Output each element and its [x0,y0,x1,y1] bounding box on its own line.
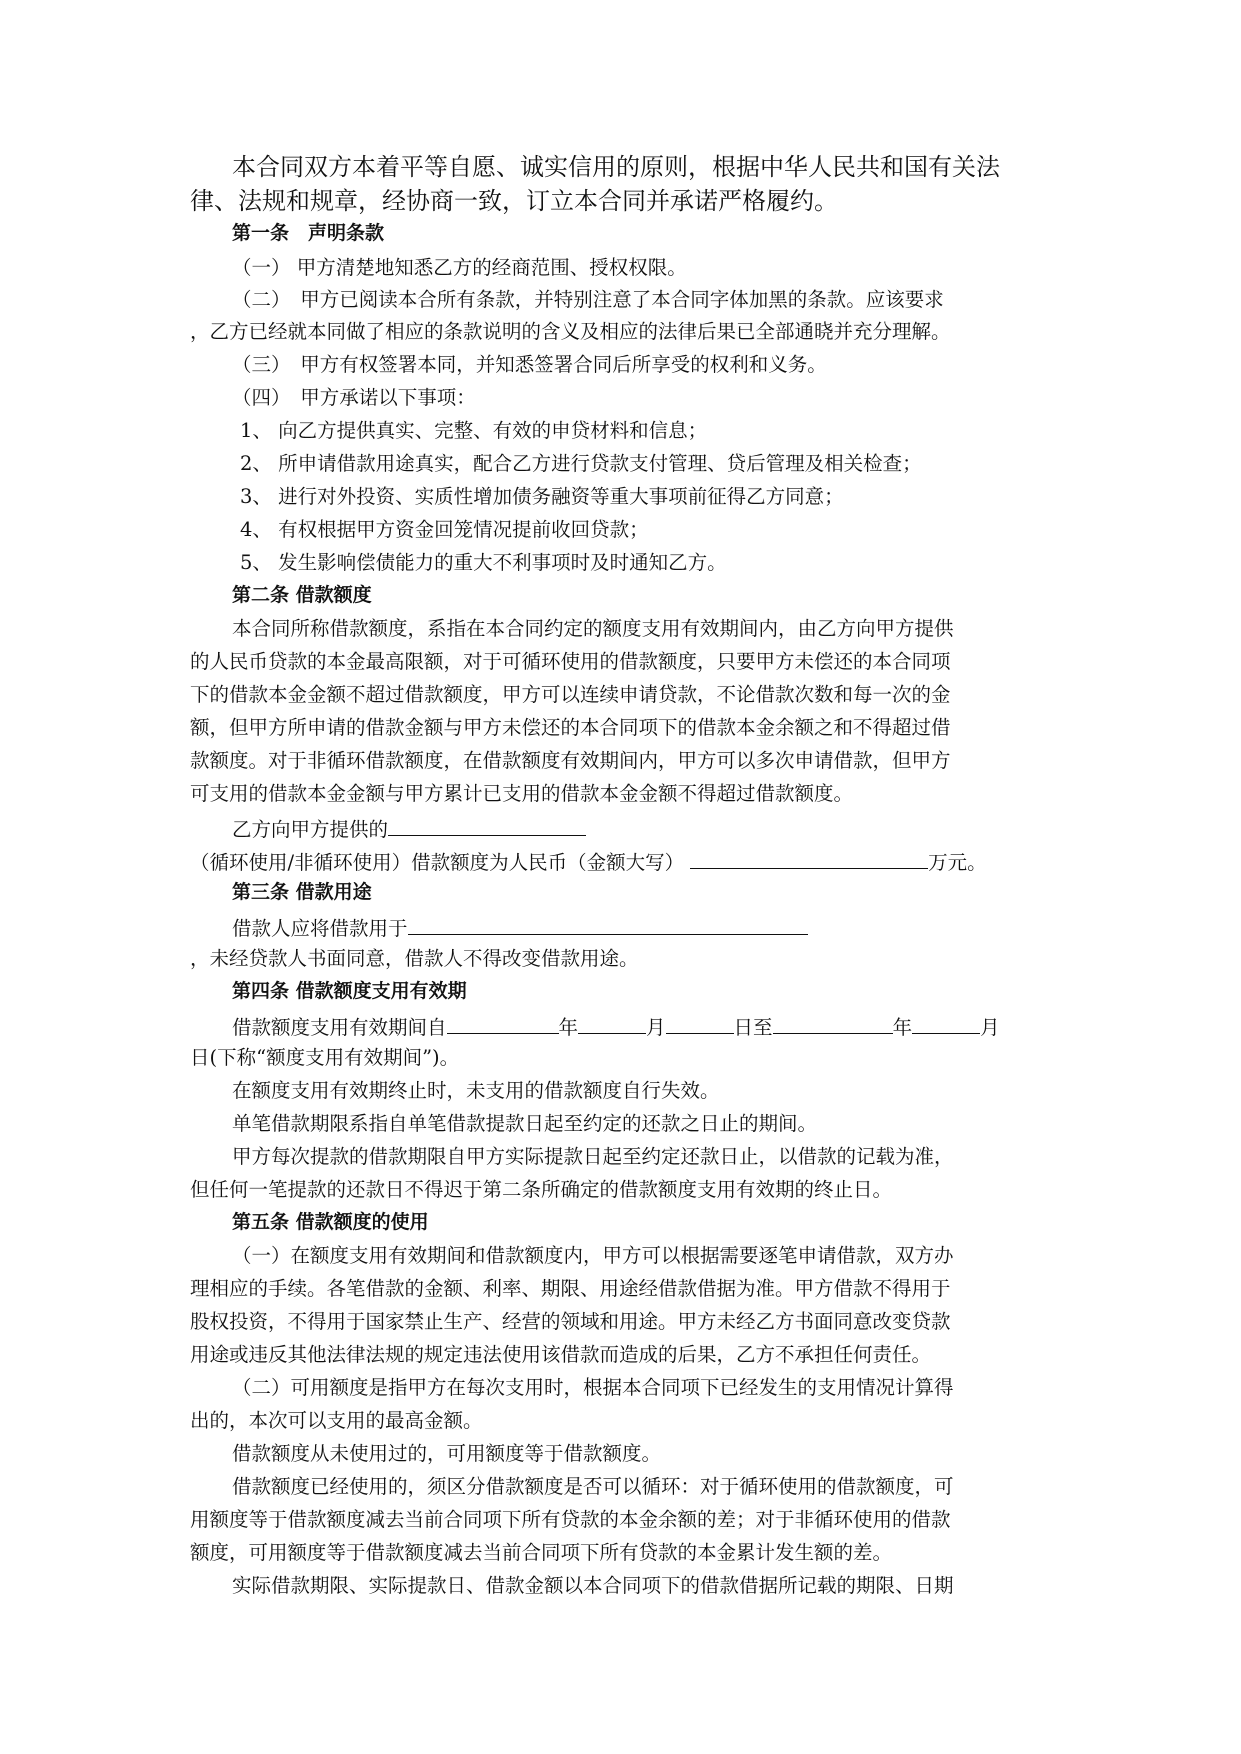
article-5-line: 借款额度已经使用的，须区分借款额度是否可以循环：对于循环使用的借款额度，可 [232,1475,954,1498]
article-1-line: 2、 所申请借款用途真实，配合乙方进行贷款支付管理、贷后管理及相关检查； [240,452,922,475]
article-1-line: 3、 进行对外投资、实质性增加债务融资等重大事项前征得乙方同意； [240,485,844,508]
article-2-line: 额，但甲方所申请的借款金额与甲方未偿还的本合同项下的借款本金余额之和不得超过借 [190,716,951,739]
article-2-line: 可支用的借款本金金额与甲方累计已支用的借款本金金额不得超过借款额度。 [190,782,854,805]
article-4-line: 但任何一笔提款的还款日不得迟于第二条所确定的借款额度支用有效期的终止日。 [190,1178,893,1201]
article-1-line: （二） 甲方已阅读本合所有条款，并特别注意了本合同字体加黑的条款。应该要求 [232,288,944,311]
article-5-line: （一）在额度支用有效期间和借款额度内，甲方可以根据需要逐笔申请借款，双方办 [232,1244,954,1267]
amount-unit: 万元。 [928,851,987,874]
article-2-line: 本合同所称借款额度，系指在本合同约定的额度支用有效期间内，由乙方向甲方提供 [232,617,954,640]
period-text: 借款额度支用有效期间自 [232,1016,447,1039]
end-month-blank[interactable] [912,1015,980,1034]
preamble-line-1: 本合同双方本着平等自愿、诚实信用的原则，根据中华人民共和国有关法 [232,153,1000,181]
article-3-purpose-line [232,916,808,939]
article-5-line: 股权投资，不得用于国家禁止生产、经营的领域和用途。甲方未经乙方书面同意改变贷款 [190,1310,951,1333]
article-3-title: 第三条 借款用途 [232,881,372,903]
article-2-line: 款额度。对于非循环借款额度，在借款额度有效期间内，甲方可以多次申请借款，但甲方 [190,749,951,772]
article-1-line: 1、 向乙方提供真实、完整、有效的申贷材料和信息； [240,419,708,442]
article-1-line: ，乙方已经就本同做了相应的条款说明的含义及相应的法律后果已全部通晓并充分理解。 [190,320,951,343]
day-to-label: 日至 [733,1016,773,1039]
article-5-line: 借款额度从未使用过的，可用额度等于借款额度。 [232,1442,662,1465]
article-5-line: 用额度等于借款额度减去当前合同项下所有贷款的本金余额的差；对于非循环使用的借款 [190,1508,951,1531]
article-5-line: 额度，可用额度等于借款额度减去当前合同项下所有贷款的本金累计发生额的差。 [190,1541,893,1564]
month-label: 月 [646,1016,666,1039]
article-5-title: 第五条 借款额度的使用 [232,1211,429,1233]
article-4-line: 甲方每次提款的借款期限自甲方实际提款日起至约定还款日止，以借款的记载为准， [232,1145,954,1168]
article-5-line: 实际借款期限、实际提款日、借款金额以本合同项下的借款借据所记载的期限、日期 [232,1574,954,1597]
article-2-line: 下的借款本金金额不超过借款额度，甲方可以连续申请贷款，不论借款次数和每一次的金 [190,683,951,706]
purpose-text: 借款人应将借款用于 [232,917,408,940]
provide-text: 乙方向甲方提供的 [232,818,389,841]
article-1-line: 5、 发生影响偿债能力的重大不利事项时及时通知乙方。 [240,551,727,574]
article-5-line: （二）可用额度是指甲方在每次支用时，根据本合同项下已经发生的支用情况计算得 [232,1376,954,1399]
article-4-line: 在额度支用有效期终止时，未支用的借款额度自行失效。 [232,1079,720,1102]
preamble-line-2: 律、法规和规章，经协商一致，订立本合同并承诺严格履约。 [190,187,838,215]
article-3-line: ，未经贷款人书面同意，借款人不得改变借款用途。 [190,947,639,970]
article-4-line: 单笔借款期限系指自单笔借款提款日起至约定的还款之日止的期间。 [232,1112,818,1135]
article-2-amount-line [190,850,987,873]
article-1-line: （三） 甲方有权签署本同，并知悉签署合同后所享受的权利和义务。 [232,353,827,376]
amount-text: （循环使用/非循环使用）借款额度为人民币（金额大写） [190,851,685,874]
article-1-line: （一） 甲方清楚地知悉乙方的经商范围、授权权限。 [232,256,687,279]
credit-type-blank[interactable] [388,817,586,836]
purpose-blank[interactable] [408,916,808,935]
start-year-blank[interactable] [447,1015,559,1034]
article-1-line: （四） 甲方承诺以下事项： [232,386,476,409]
article-1-line: 4、 有权根据甲方资金回笼情况提前收回贷款； [240,518,649,541]
article-4-period-line [232,1015,1000,1038]
article-5-line: 理相应的手续。各笔借款的金额、利率、期限、用途经借款借据为准。甲方借款不得用于 [190,1277,951,1300]
article-2-line: 的人民币贷款的本金最高限额，对于可循环使用的借款额度，只要甲方未偿还的本合同项 [190,650,951,673]
article-2-provide-line [232,817,586,840]
end-year-blank[interactable] [773,1015,893,1034]
article-5-line: 用途或违反其他法律法规的规定违法使用该借款而造成的后果，乙方不承担任何责任。 [190,1343,932,1366]
year-label: 年 [892,1016,913,1039]
article-2-title: 第二条 借款额度 [232,584,372,606]
article-4-line: 日(下称“额度支用有效期间”)。 [190,1046,460,1069]
article-5-line: 出的，本次可以支用的最高金额。 [190,1409,483,1432]
month-label: 月 [980,1016,1000,1039]
article-1-title: 第一条 声明条款 [232,222,385,244]
start-day-blank[interactable] [666,1015,734,1034]
year-label: 年 [558,1016,579,1039]
article-4-title: 第四条 借款额度支用有效期 [232,980,467,1002]
amount-blank[interactable] [690,850,928,869]
start-month-blank[interactable] [578,1015,646,1034]
